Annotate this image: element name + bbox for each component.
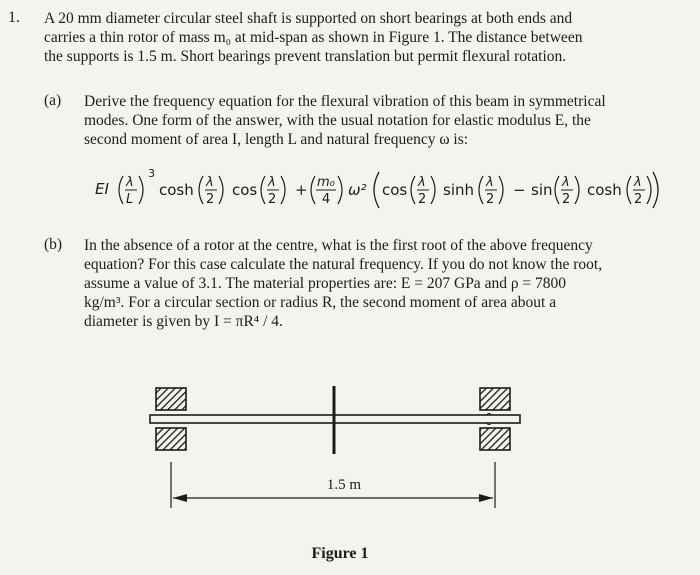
part-b-line: kg/m³. For a circular section or radius R, the second moment of area about a (84, 294, 557, 311)
eq-omega2: ω² (348, 181, 367, 199)
figure-caption: Figure 1 (311, 545, 369, 562)
eq-m0: m₀ (317, 175, 335, 190)
intro-line: carries a thin rotor of mass m₀ at mid-span as shown in Figure 1. The distance between (44, 29, 583, 46)
part-b-line: assume a value of 3.1. The material properties are: E = 207 GPa and ρ = 7800 (84, 275, 567, 292)
part-a-label: (a) (44, 92, 62, 109)
eq-sin: sin (531, 181, 553, 199)
eq-lambda: λ (206, 175, 214, 190)
eq-cos-2: cos (382, 181, 408, 199)
eq-two: 2 (486, 192, 495, 207)
eq-two: 2 (562, 192, 571, 207)
eq-lambda: λ (268, 175, 276, 190)
eq-two: 2 (268, 192, 277, 207)
eq-two: 2 (634, 192, 643, 207)
eq-minus: − (513, 181, 526, 199)
part-b-line: diameter is given by I = πR⁴ / 4. (84, 313, 283, 330)
span-label: 1.5 m (326, 477, 362, 493)
eq-cos-1: cos (232, 181, 258, 199)
eq-cosh-1: cosh (159, 181, 194, 199)
eq-lambda: λ (634, 175, 642, 190)
eq-sinh: sinh (443, 181, 474, 199)
part-a-text (84, 92, 606, 149)
frequency-equation (95, 160, 665, 220)
eq-lambda: λ (562, 175, 570, 190)
eq-lambda: λ (418, 175, 426, 190)
intro-line: A 20 mm diameter circular steel shaft is supported on short bearings at both ends and (44, 10, 573, 27)
part-b-label: (b) (44, 236, 63, 253)
eq-lambda: λ (126, 175, 134, 190)
eq-two: 2 (206, 192, 215, 207)
eq-plus: + (295, 181, 308, 199)
eq-exp3: 3 (148, 167, 155, 180)
question-intro (44, 9, 582, 66)
eq-lambda: λ (486, 175, 494, 190)
part-b-line: equation? For this case calculate the natural frequency. If you do not know the root, (84, 256, 603, 273)
eq-four: 4 (322, 192, 331, 207)
eq-two: 2 (418, 192, 427, 207)
part-a-line: modes. One form of the answer, with the usual notation for elastic modulus E, the (84, 112, 591, 129)
part-b-line: In the absence of a rotor at the centre, what is the first root of the above frequency (84, 237, 593, 254)
part-b-text (84, 236, 602, 331)
question-number: 1. (8, 9, 20, 26)
figure-1-diagram (140, 380, 560, 570)
eq-cosh-2: cosh (587, 181, 622, 199)
eq-L: L (126, 192, 134, 207)
intro-line: the supports is 1.5 m. Short bearings prevent translation but permit flexural rotation. (44, 48, 567, 65)
part-a-line: second moment of area I, length L and natural frequency ω is: (84, 131, 469, 148)
part-a-line: Derive the frequency equation for the flexural vibration of this beam in symmetrical (84, 93, 606, 110)
eq-EI: EI (95, 180, 109, 198)
